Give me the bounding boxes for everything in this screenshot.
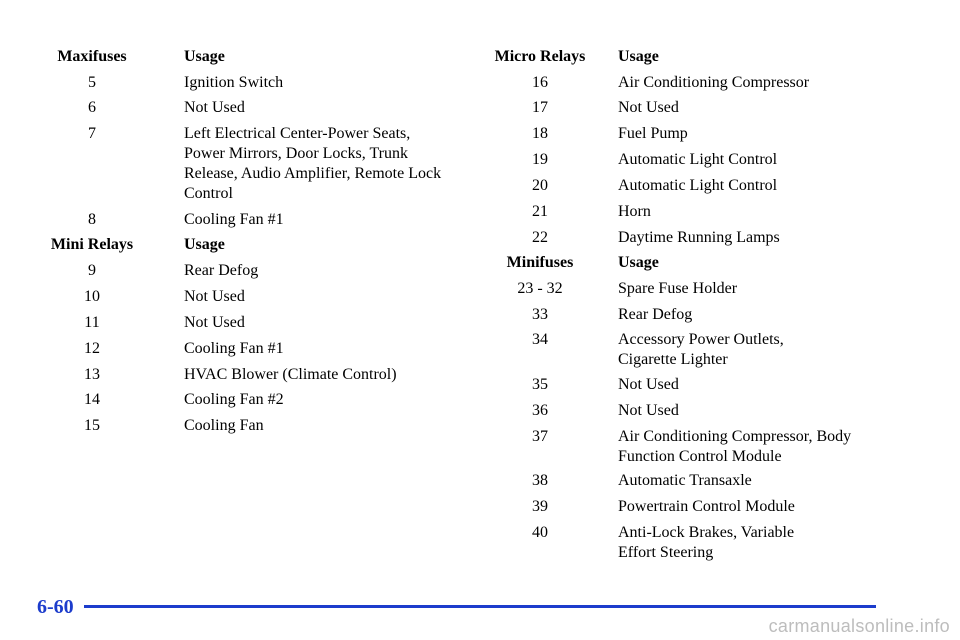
relay-number: 10 <box>84 288 100 305</box>
header-usage: Usage <box>184 48 225 65</box>
relay-usage: Not Used <box>618 99 679 116</box>
fuse-number: 23 - 32 <box>517 280 563 297</box>
table-row <box>462 73 888 93</box>
fuse-usage: Not Used <box>184 99 245 116</box>
relay-usage: HVAC Blower (Climate Control) <box>184 366 397 383</box>
relay-number: 22 <box>532 229 548 246</box>
relay-usage: Automatic Light Control <box>618 151 778 168</box>
fuse-number: 39 <box>532 498 548 515</box>
table-row <box>462 330 833 370</box>
fuse-usage: Ignition Switch <box>184 74 284 91</box>
fuse-number: 37 <box>532 428 548 445</box>
relay-number: 9 <box>88 262 96 279</box>
fuse-number: 6 <box>88 99 96 116</box>
relay-usage: Cooling Fan #1 <box>184 340 284 357</box>
table-row <box>462 471 888 491</box>
footer-divider <box>84 605 876 608</box>
table-row <box>462 497 888 517</box>
relay-usage: Not Used <box>184 314 245 331</box>
fuse-usage: Not Used <box>618 402 679 419</box>
relay-usage: Not Used <box>184 288 245 305</box>
relay-number: 15 <box>84 417 100 434</box>
header-usage: Usage <box>618 254 659 271</box>
fuse-usage: Anti-Lock Brakes, Variable Effort Steering <box>618 524 795 561</box>
fuse-usage: Not Used <box>618 376 679 393</box>
table-row <box>462 305 888 325</box>
maxifuses-header <box>0 47 454 67</box>
table-row <box>462 279 888 299</box>
table-row <box>462 401 888 421</box>
table-row <box>462 375 888 395</box>
header-usage: Usage <box>618 48 659 65</box>
table-row <box>0 261 454 281</box>
fuse-number: 33 <box>532 306 548 323</box>
relay-usage: Daytime Running Lamps <box>618 229 780 246</box>
fuse-number: 36 <box>532 402 548 419</box>
fuse-usage: Powertrain Control Module <box>618 498 795 515</box>
fuse-usage: Air Conditioning Compressor, Body Function Control Module <box>618 428 852 465</box>
mini-relays-header <box>0 235 454 255</box>
fuse-usage: Left Electrical Center-Power Seats, Power Mirrors, Door Locks, Trunk Release, Audio Amplifier, Remote Lock Control <box>184 125 442 202</box>
table-row <box>0 313 454 333</box>
table-row <box>462 202 888 222</box>
table-row <box>462 176 888 196</box>
relay-usage: Fuel Pump <box>618 125 688 142</box>
relay-number: 21 <box>532 203 548 220</box>
fuse-number: 38 <box>532 472 548 489</box>
relay-number: 20 <box>532 177 548 194</box>
relay-usage: Horn <box>618 203 651 220</box>
relay-number: 18 <box>532 125 548 142</box>
watermark: carmanualsonline.info <box>768 616 950 636</box>
table-row <box>0 416 454 436</box>
page-number: 6-60 <box>37 596 74 618</box>
relay-number: 12 <box>84 340 100 357</box>
header-label: Micro Relays <box>494 48 586 65</box>
relay-usage: Air Conditioning Compressor <box>618 74 810 91</box>
relay-number: 19 <box>532 151 548 168</box>
table-row <box>462 427 858 467</box>
micro-relays-header <box>462 47 888 67</box>
table-row <box>0 365 454 385</box>
table-row <box>0 124 444 204</box>
relay-usage: Cooling Fan #2 <box>184 391 284 408</box>
fuse-number: 40 <box>532 524 548 541</box>
fuse-usage: Rear Defog <box>618 306 693 323</box>
relay-usage: Cooling Fan <box>184 417 264 434</box>
header-label: Mini Relays <box>50 236 134 253</box>
table-row <box>0 390 454 410</box>
relay-number: 14 <box>84 391 100 408</box>
fuse-usage: Spare Fuse Holder <box>618 280 738 297</box>
header-label: Minifuses <box>506 254 574 271</box>
table-row <box>462 523 833 563</box>
fuse-number: 5 <box>88 74 96 91</box>
fuse-number: 7 <box>88 125 96 142</box>
table-row <box>0 98 454 118</box>
fuse-usage: Accessory Power Outlets, Cigarette Lighter <box>618 331 784 368</box>
table-row <box>0 73 454 93</box>
table-row <box>0 287 454 307</box>
relay-number: 11 <box>84 314 100 331</box>
table-row <box>462 228 888 248</box>
relay-usage: Rear Defog <box>184 262 259 279</box>
table-row <box>0 339 454 359</box>
relay-number: 17 <box>532 99 548 116</box>
header-usage: Usage <box>184 236 225 253</box>
relay-usage: Automatic Light Control <box>618 177 778 194</box>
fuse-usage: Automatic Transaxle <box>618 472 752 489</box>
table-row <box>462 124 888 144</box>
fuse-number: 35 <box>532 376 548 393</box>
relay-number: 16 <box>532 74 548 91</box>
header-label: Maxifuses <box>57 48 127 65</box>
fuse-number: 34 <box>532 331 548 348</box>
table-row <box>0 210 454 230</box>
table-row <box>462 150 888 170</box>
fuse-usage: Cooling Fan #1 <box>184 211 284 228</box>
minifuses-header <box>462 253 888 273</box>
relay-number: 13 <box>84 366 100 383</box>
fuse-number: 8 <box>88 211 96 228</box>
table-row <box>462 98 888 118</box>
